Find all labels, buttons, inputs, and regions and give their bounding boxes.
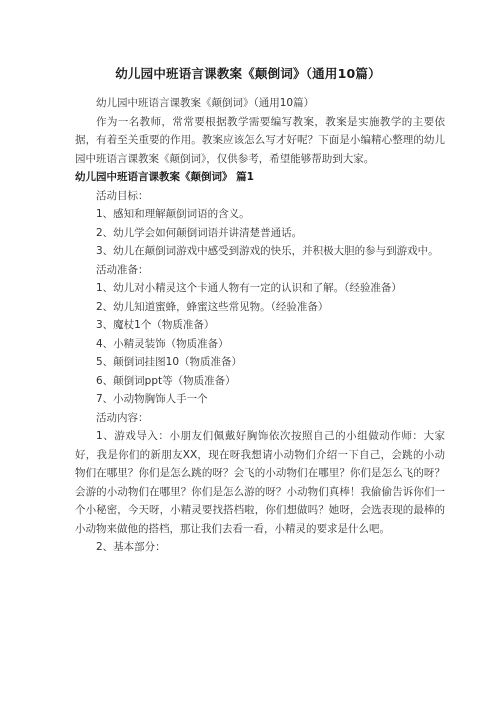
goals-label: 活动目标： [96,189,149,202]
prep-item-6: 6、颠倒词ppt等（物质准备） [96,374,236,387]
goal-item-1: 1、感知和理解颠倒词语的含义。 [96,208,250,220]
document-title: 幼儿园中班语言课教案《颠倒词》（通用10篇） [115,66,381,81]
content-label: 活动内容： [96,411,149,424]
prep-item-1: 1、幼儿对小精灵这个卡通人物有一定的认识和了解。（经验准备） [96,282,402,294]
goal-item-3: 3、幼儿在颠倒词游戏中感受到游戏的快乐，并积极大胆的参与到游戏中。 [96,245,439,257]
prep-label: 活动准备： [96,263,149,276]
section-heading: 幼儿园中班语言课教案《颠倒词》 篇1 [75,171,254,183]
content-item-1: 1、游戏导入：小朋友们佩戴好胸饰依次按照自己的小组做动作师：大家好，我是你们的新朋友XX，现在呀我想请小动物们介绍一下自己，会跳的小动物们在哪里？你们是怎么跳的呀？会飞的小动物们在哪里？你们是怎么飞的呀？会游的小动物们在哪里？你们是怎么游的呀？小动物们真棒！我偷偷告诉你们一个小秘密，今天呀，小精灵要找搭档啦，你们想做吗？她呀，会选表现的最棒的小动物来做他的搭档，那让我们去看一看，小精灵的要求是什么吧。 [75,430,445,535]
prep-item-5: 5、颠倒词挂图10（物质准备） [96,356,243,368]
goal-item-2: 2、幼儿学会如何颠倒词语并讲清楚普通话。 [96,226,303,239]
subtitle-paragraph: 幼儿园中班语言课教案《颠倒词》（通用10篇） [96,97,315,109]
document-body [75,94,445,557]
prep-item-2: 2、幼儿知道蜜蜂，蜂蜜这些常见物。（经验准备） [96,300,329,313]
prep-item-4: 4、小精灵装饰（物质准备） [96,337,229,350]
intro-paragraph: 作为一名教师，常常要根据教学需要编写教案，教案是实施教学的主要依据，有着至关重要的作用。教案应该怎么写才好呢？下面是小编精心整理的幼儿园中班语言课教案《颠倒词》，仅供参考，希望能够帮助到大家。 [75,115,445,165]
prep-item-3: 3、魔杖1个（物质准备） [96,319,215,331]
content-item-2: 2、基本部分： [96,541,166,553]
prep-item-7: 7、小动物胸饰人手一个 [96,393,208,405]
